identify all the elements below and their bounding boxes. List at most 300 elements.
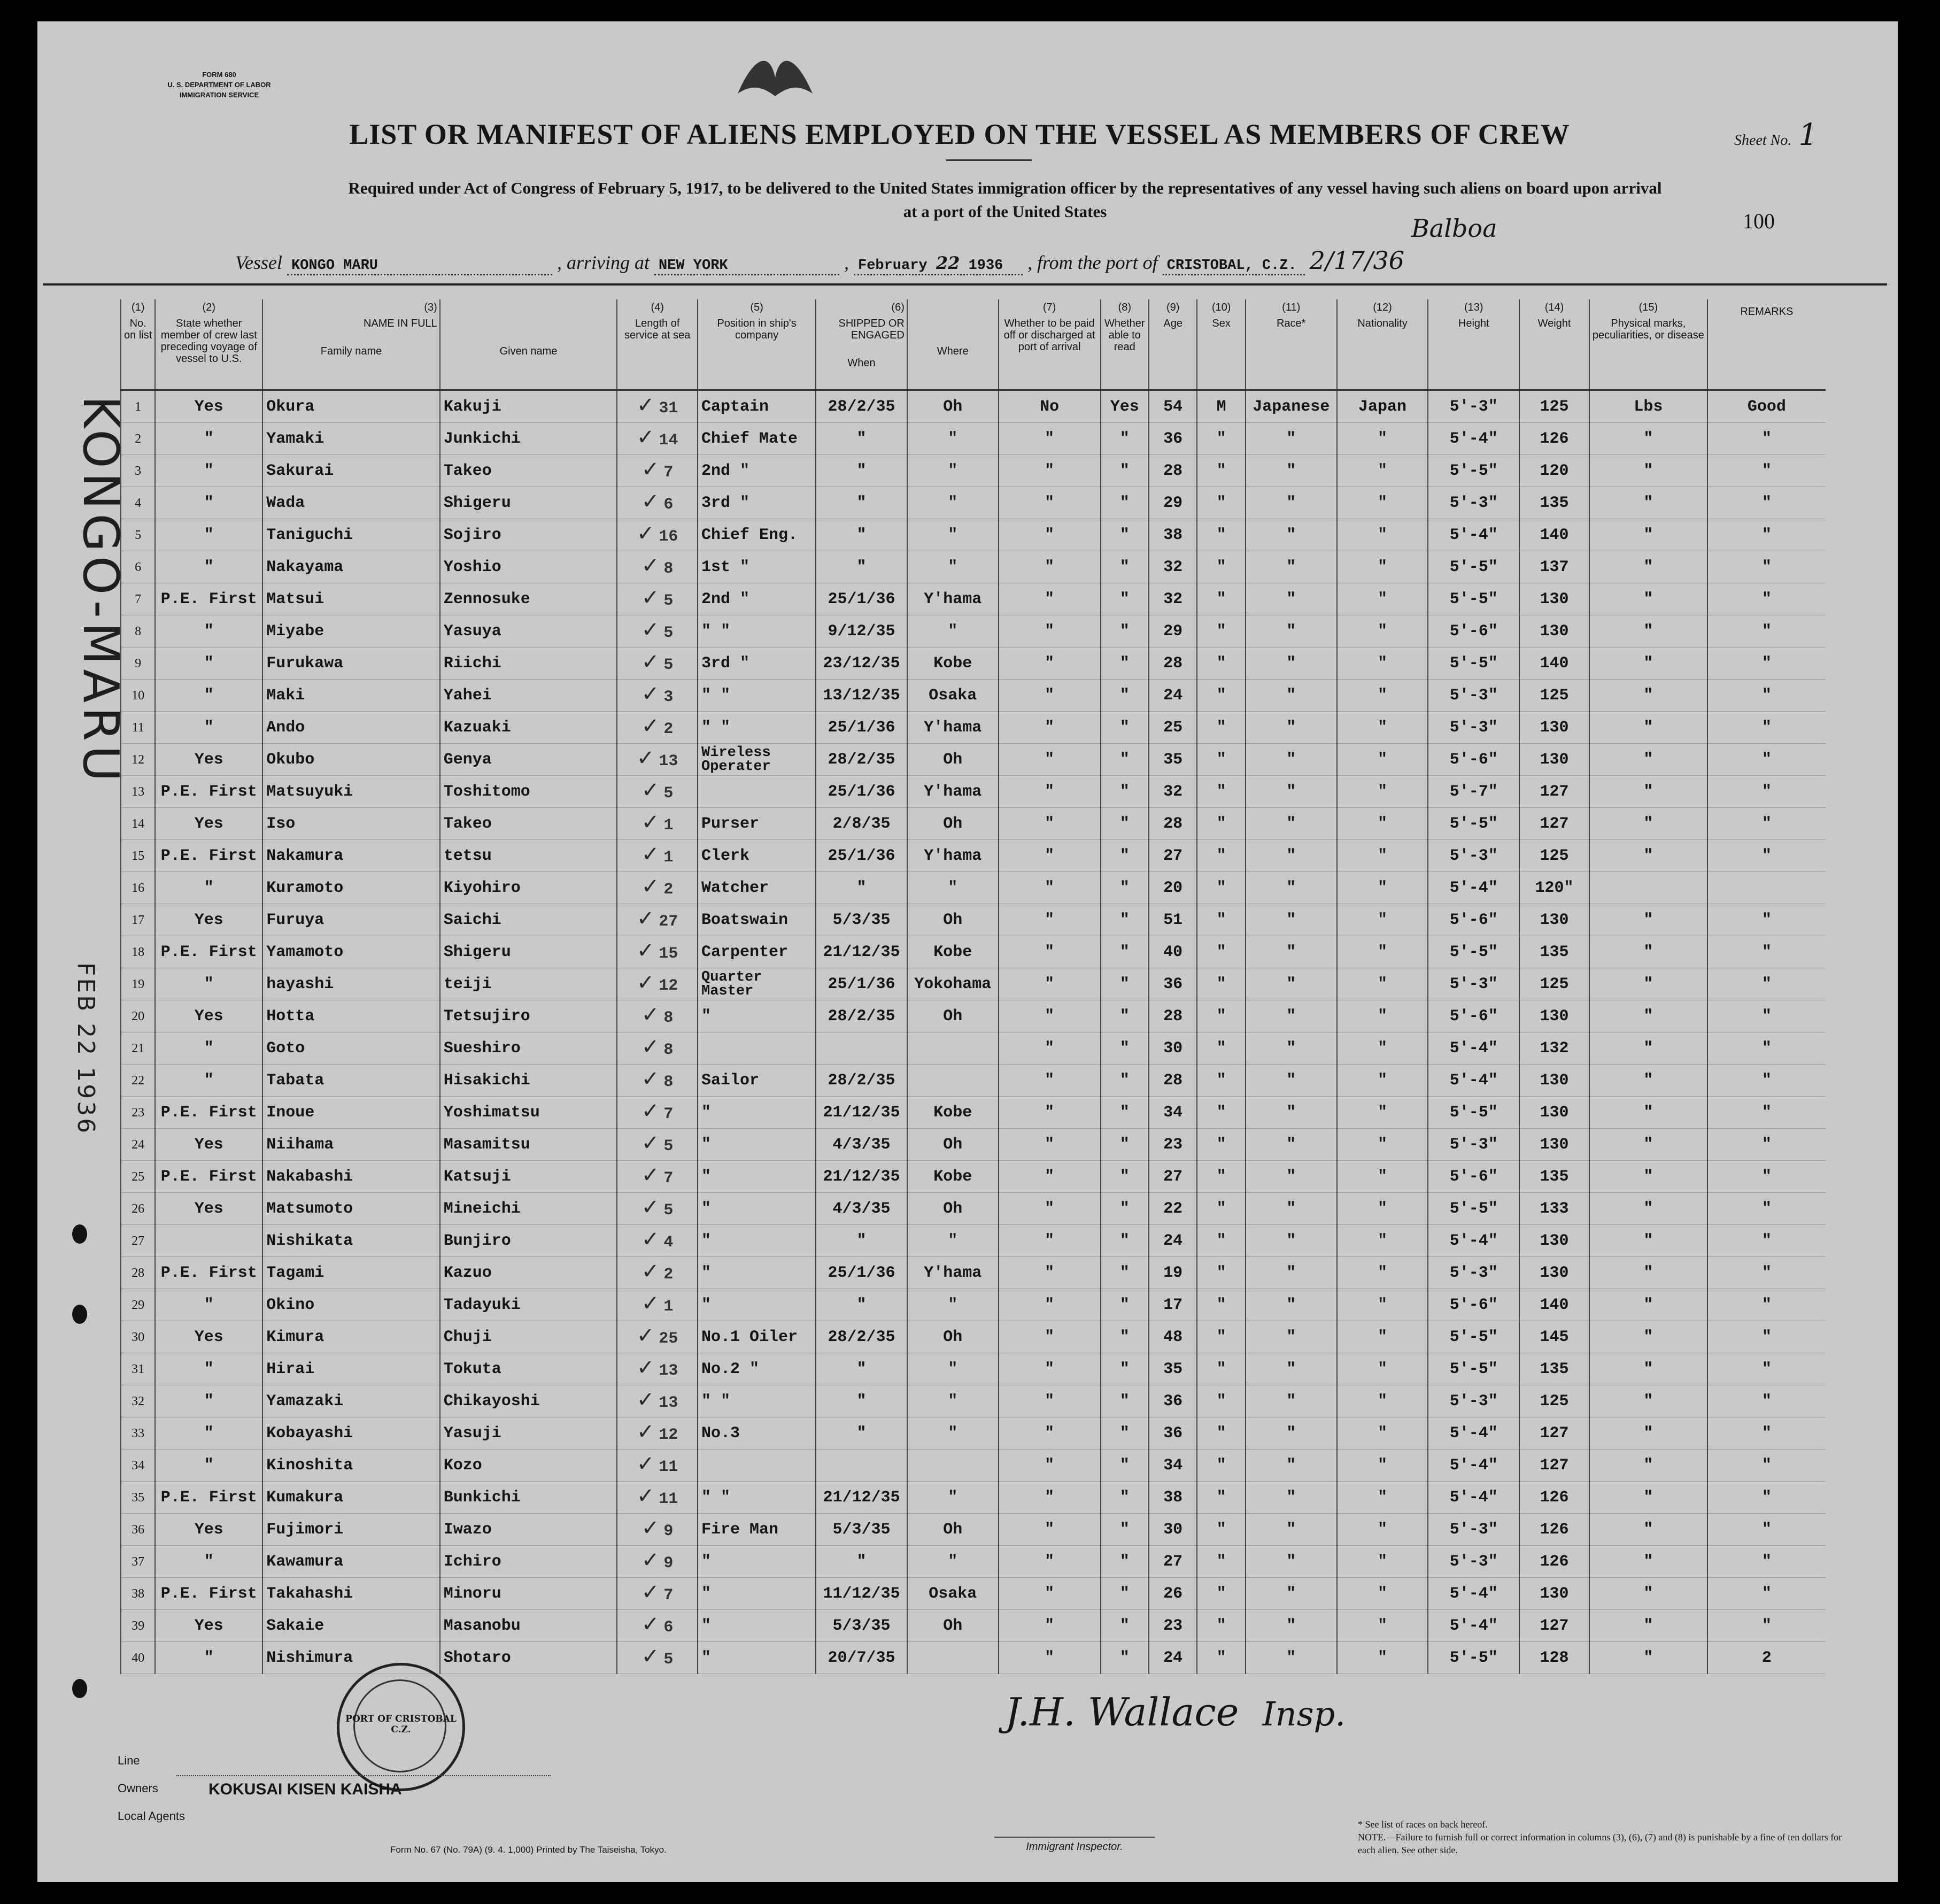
family-name-cell: Niihama [262,1129,440,1161]
able-to-read-cell: " [1101,519,1149,551]
shipped-where-cell: " [907,1546,999,1578]
family-name-cell: Taniguchi [262,519,440,551]
given-name-cell: Ichiro [440,1546,617,1578]
family-name-cell: Kinoshita [262,1450,440,1482]
weight-cell: 127 [1519,808,1589,840]
given-name-cell: Kazuo [440,1257,617,1289]
check-mark-icon: ✓ [636,970,655,995]
height-cell: 5'-4" [1428,519,1519,551]
service-length-cell [617,808,698,840]
service-length-cell [617,487,698,519]
family-name-cell: Matsumoto [262,1193,440,1225]
position-cell: No.3 [698,1417,816,1450]
given-name-cell: Kiyohiro [440,872,617,904]
weight-cell: 135 [1519,936,1589,968]
paid-off-cell: " [999,1385,1101,1417]
race-cell: " [1246,583,1337,615]
punch-hole [72,1305,87,1324]
physical-marks-cell: " [1707,936,1826,968]
nationality-cell: " [1337,1000,1428,1032]
footnote-fine: NOTE.—Failure to furnish full or correct information in columns (3), (6), (7) and (8) is punishable by a fine of ten dollars for each alien. See other side. [1358,1832,1842,1855]
weight-unit-cell: " [1589,680,1707,712]
shipped-where-cell: " [907,615,999,647]
position-cell: " [698,1193,816,1225]
age-cell: 23 [1149,1129,1197,1161]
nationality-cell: " [1337,1065,1428,1097]
weight-unit-cell: " [1589,423,1707,455]
weight-unit-cell: " [1589,1161,1707,1193]
shipped-when-cell: 28/2/35 [816,744,907,776]
shipped-where-cell [907,1032,999,1065]
check-mark-icon: ✓ [636,745,655,770]
owners-label: Owners [118,1782,158,1795]
seal-text: PORT OF CRISTOBAL C.Z. [345,1714,457,1735]
able-to-read-cell: " [1101,776,1149,808]
given-name-cell: Takeo [440,808,617,840]
service-value: 2 [663,1265,674,1284]
agents-label: Local Agents [118,1809,185,1823]
col-sex: (10) Sex [1197,299,1245,390]
family-name-cell: Furukawa [262,647,440,680]
table-row [121,1610,1826,1642]
check-mark-icon: ✓ [641,1291,660,1316]
height-cell: 5'-4" [1428,423,1519,455]
shipped-where-cell: Kobe [907,647,999,680]
prev-voyage-cell: P.E. First [155,1097,262,1129]
service-value: 1 [663,816,674,835]
able-to-read-cell: " [1101,840,1149,872]
age-cell: 19 [1149,1257,1197,1289]
service-length-cell [617,1289,698,1321]
paid-off-cell: " [999,1578,1101,1610]
position-cell [698,776,816,808]
prev-voyage-cell: Yes [155,1514,262,1546]
given-name-cell: Zennosuke [440,583,617,615]
weight-cell: 140 [1519,647,1589,680]
position-cell: " " [698,1482,816,1514]
physical-marks-cell: " [1707,1032,1826,1065]
given-name-cell: Iwazo [440,1514,617,1546]
nationality-cell: " [1337,968,1428,1000]
weight-unit-cell: " [1589,1482,1707,1514]
nationality-cell: " [1337,1578,1428,1610]
check-mark-icon: ✓ [636,1483,655,1508]
age-cell: 28 [1149,647,1197,680]
given-name-cell: Shotaro [440,1642,617,1674]
paid-off-cell: " [999,776,1101,808]
table-row [121,840,1826,872]
weight-cell: 130 [1519,1000,1589,1032]
weight-cell: 127 [1519,776,1589,808]
sex-cell: " [1197,1129,1245,1161]
given-name-cell: Saichi [440,904,617,936]
sex-cell: " [1197,551,1245,583]
row-number-cell: 15 [121,840,155,872]
table-row [121,1257,1826,1289]
shipped-when-cell: 25/1/36 [816,712,907,744]
check-mark-icon: ✓ [636,1355,655,1380]
position-cell: No.1 Oiler [698,1321,816,1353]
race-cell: " [1246,1161,1337,1193]
height-cell: 5'-4" [1428,1450,1519,1482]
able-to-read-cell: " [1101,1000,1149,1032]
able-to-read-cell: " [1101,968,1149,1000]
nationality-cell: " [1337,519,1428,551]
service-value: 16 [659,527,678,546]
given-name-cell: Yasuji [440,1417,617,1450]
family-name-cell: Takahashi [262,1578,440,1610]
weight-cell: 135 [1519,1161,1589,1193]
shipped-where-cell: " [907,1385,999,1417]
age-cell: 23 [1149,1610,1197,1642]
crew-table [120,299,1826,1674]
service-length-cell [617,1193,698,1225]
line-label: Line [118,1754,140,1767]
table-row [121,680,1826,712]
race-cell: " [1246,1514,1337,1546]
family-name-cell: hayashi [262,968,440,1000]
position-cell: Boatswain [698,904,816,936]
from-label: , from the port of [1027,252,1158,273]
print-line: Form No. 67 (No. 79A) (9. 4. 1,000) Printed by The Taiseisha, Tokyo. [390,1845,667,1855]
table-row [121,1450,1826,1482]
shipped-where-cell: Oh [907,744,999,776]
service-value: 5 [663,656,674,674]
given-name-cell: Yoshio [440,551,617,583]
shipped-where-cell: Yokohama [907,968,999,1000]
service-length-cell [617,519,698,551]
shipped-where-cell: Y'hama [907,840,999,872]
nationality-cell: " [1337,872,1428,904]
able-to-read-cell: " [1101,1225,1149,1257]
able-to-read-cell: " [1101,647,1149,680]
height-cell: 5'-3" [1428,680,1519,712]
row-number-cell: 10 [121,680,155,712]
position-cell: Purser [698,808,816,840]
weight-unit-cell: " [1589,776,1707,808]
able-to-read-cell: " [1101,712,1149,744]
nationality-cell: " [1337,1385,1428,1417]
height-cell: 5'-7" [1428,776,1519,808]
footnote-races: * See list of races on back hereof. [1358,1819,1488,1830]
family-name-cell: Hirai [262,1353,440,1385]
given-name-cell: Riichi [440,647,617,680]
weight-unit-cell: " [1589,1065,1707,1097]
shipped-where-cell: Kobe [907,1161,999,1193]
handwritten-date: 2/17/36 [1309,246,1405,275]
shipped-when-cell: 4/3/35 [816,1193,907,1225]
height-cell: 5'-4" [1428,1417,1519,1450]
weight-unit-cell: " [1589,1225,1707,1257]
shipped-where-cell: Oh [907,1000,999,1032]
physical-marks-cell: " [1707,1482,1826,1514]
height-cell: 5'-3" [1428,487,1519,519]
age-cell: 29 [1149,487,1197,519]
table-row [121,1097,1826,1129]
shipped-when-cell: " [816,487,907,519]
service-value: 1 [663,848,674,867]
sex-cell: " [1197,1578,1245,1610]
able-to-read-cell: " [1101,1610,1149,1642]
table-row [121,1417,1826,1450]
weight-cell: 145 [1519,1321,1589,1353]
row-number-cell: 13 [121,776,155,808]
height-cell: 5'-5" [1428,647,1519,680]
age-cell: 24 [1149,1642,1197,1674]
subtitle-line-2: at a port of the United States [903,202,1107,221]
table-row [121,647,1826,680]
table-row [121,1321,1826,1353]
sheet-number [1734,118,1818,152]
row-number-cell: 39 [121,1610,155,1642]
col-remarks: REMARKS [1707,299,1826,390]
shipped-when-cell: " [816,1385,907,1417]
subtitle-line-1: Required under Act of Congress of February 5, 1917, to be delivered to the United States immigration officer by the representatives of any vessel having such aliens on board upon arrival [348,179,1662,197]
sex-cell: " [1197,1353,1245,1385]
position-cell: " [698,1546,816,1578]
shipped-when-cell: 5/3/35 [816,904,907,936]
service-length-cell [617,776,698,808]
height-cell: 5'-3" [1428,712,1519,744]
check-mark-icon: ✓ [641,1130,660,1155]
given-name-cell: Tokuta [440,1353,617,1385]
shipped-when-cell: 28/2/35 [816,1000,907,1032]
owners-value: KOKUSAI KISEN KAISHA [208,1780,402,1798]
weight-cell: 130 [1519,744,1589,776]
row-number-cell: 31 [121,1353,155,1385]
check-mark-icon: ✓ [636,1387,655,1412]
paid-off-cell: " [999,1642,1101,1674]
check-mark-icon: ✓ [641,1644,660,1669]
col-nationality: (12) Nationality [1337,299,1428,390]
table-row [121,1065,1826,1097]
physical-marks-cell: " [1707,583,1826,615]
side-stamp-date: FEB 22 1936 [72,962,99,1136]
age-cell: 35 [1149,1353,1197,1385]
race-cell: " [1246,680,1337,712]
check-mark-icon: ✓ [641,1162,660,1188]
punch-hole [72,1224,87,1244]
weight-cell: 130 [1519,1065,1589,1097]
service-length-cell [617,1514,698,1546]
age-cell: 24 [1149,1225,1197,1257]
prev-voyage-cell: P.E. First [155,1161,262,1193]
physical-marks-cell: " [1707,904,1826,936]
position-cell: " [698,1289,816,1321]
weight-unit-cell: " [1589,808,1707,840]
sex-cell: " [1197,904,1245,936]
age-cell: 40 [1149,936,1197,968]
service-value: 15 [659,944,678,963]
physical-marks-cell: " [1707,647,1826,680]
family-name-cell: Tabata [262,1065,440,1097]
physical-marks-cell: " [1707,840,1826,872]
weight-unit-cell: " [1589,744,1707,776]
able-to-read-cell: " [1101,1032,1149,1065]
sex-cell: " [1197,744,1245,776]
race-cell: " [1246,1065,1337,1097]
physical-marks-cell: " [1707,1353,1826,1385]
arrival-date [854,253,1023,275]
paid-off-cell: " [999,423,1101,455]
row-number-cell: 34 [121,1450,155,1482]
check-mark-icon: ✓ [641,489,660,514]
sex-cell: " [1197,1193,1245,1225]
table-row [121,583,1826,615]
position-cell: " [698,1097,816,1129]
position-cell: " " [698,712,816,744]
sex-cell: " [1197,647,1245,680]
paid-off-cell: " [999,1161,1101,1193]
age-cell: 30 [1149,1514,1197,1546]
prev-voyage-cell: P.E. First [155,1257,262,1289]
shipped-where-cell: Oh [907,1610,999,1642]
height-cell: 5'-5" [1428,808,1519,840]
height-cell: 5'-5" [1428,455,1519,487]
prev-voyage-cell: " [155,1065,262,1097]
service-length-cell [617,1610,698,1642]
sex-cell: " [1197,712,1245,744]
service-value: 5 [663,591,674,610]
shipped-when-cell: " [816,551,907,583]
family-name-cell: Fujimori [262,1514,440,1546]
position-cell: " " [698,615,816,647]
age-cell: 36 [1149,1417,1197,1450]
service-value: 12 [659,1425,678,1444]
row-number-cell: 27 [121,1225,155,1257]
col-no: (1) No. on list [121,299,155,390]
sex-cell: " [1197,840,1245,872]
weight-cell: 126 [1519,1482,1589,1514]
nationality-cell: " [1337,712,1428,744]
service-length-cell [617,968,698,1000]
shipped-when-cell: 2/8/35 [816,808,907,840]
arrival-port: NEW YORK [654,258,839,275]
check-mark-icon: ✓ [636,392,655,418]
given-name-cell: Tadayuki [440,1289,617,1321]
check-mark-icon: ✓ [641,1612,660,1637]
physical-marks-cell: " [1707,1193,1826,1225]
height-cell: 5'-6" [1428,1289,1519,1321]
able-to-read-cell: " [1101,1417,1149,1450]
check-mark-icon: ✓ [641,1227,660,1252]
row-number-cell: 23 [121,1097,155,1129]
service-length-cell [617,647,698,680]
physical-marks-cell: " [1707,423,1826,455]
weight-unit-cell: " [1589,647,1707,680]
physical-marks-cell: " [1707,455,1826,487]
paid-off-cell: " [999,615,1101,647]
service-length-cell [617,1353,698,1385]
sex-cell: " [1197,583,1245,615]
position-cell: 1st " [698,551,816,583]
service-length-cell [617,744,698,776]
table-row [121,615,1826,647]
family-name-cell: Inoue [262,1097,440,1129]
sex-cell: " [1197,423,1245,455]
physical-marks-cell: " [1707,519,1826,551]
shipped-where-cell: Osaka [907,1578,999,1610]
physical-marks-cell: " [1707,1289,1826,1321]
given-name-cell: Chikayoshi [440,1385,617,1417]
paid-off-cell: " [999,1482,1101,1514]
age-cell: 28 [1149,808,1197,840]
shipped-where-cell: Osaka [907,680,999,712]
height-cell: 5'-6" [1428,1161,1519,1193]
paid-off-cell: " [999,1353,1101,1385]
family-name-cell: Goto [262,1032,440,1065]
weight-cell: 127 [1519,1450,1589,1482]
age-cell: 17 [1149,1289,1197,1321]
paid-off-cell: " [999,808,1101,840]
prev-voyage-cell: " [155,1385,262,1417]
nationality-cell: " [1337,1417,1428,1450]
check-mark-icon: ✓ [641,649,660,674]
service: IMMIGRATION SERVICE [179,91,259,99]
given-name-cell: tetsu [440,840,617,872]
paid-off-cell: " [999,1225,1101,1257]
nationality-cell: " [1337,423,1428,455]
table-row [121,776,1826,808]
shipped-when-cell: 25/1/36 [816,840,907,872]
sex-cell: " [1197,680,1245,712]
prev-voyage-cell: " [155,647,262,680]
family-name-cell: Matsui [262,583,440,615]
height-cell: 5'-3" [1428,1129,1519,1161]
given-name-cell: Tetsujiro [440,1000,617,1032]
given-name-cell: Sueshiro [440,1032,617,1065]
table-row [121,1514,1826,1546]
able-to-read-cell: " [1101,1546,1149,1578]
position-cell: 2nd " [698,583,816,615]
sex-cell: " [1197,872,1245,904]
prev-voyage-cell: " [155,968,262,1000]
nationality-cell: " [1337,1193,1428,1225]
prev-voyage-cell: " [155,1546,262,1578]
prev-voyage-cell [155,1225,262,1257]
physical-marks-cell: " [1707,680,1826,712]
weight-unit-cell [1589,872,1707,904]
nationality-cell: " [1337,1642,1428,1674]
service-length-cell [617,872,698,904]
able-to-read-cell: " [1101,1257,1149,1289]
able-to-read-cell: " [1101,904,1149,936]
physical-marks-cell: " [1707,1514,1826,1546]
row-number-cell: 24 [121,1129,155,1161]
check-mark-icon: ✓ [641,1098,660,1123]
service-length-cell [617,904,698,936]
shipped-when-cell: 25/1/36 [816,776,907,808]
weight-cell: 127 [1519,1610,1589,1642]
race-cell: " [1246,1642,1337,1674]
header-rule [43,283,1887,286]
service-value: 5 [663,784,674,803]
signature-name: J.H. Wallace [1005,1690,1239,1735]
age-cell: 28 [1149,455,1197,487]
shipped-when-cell: " [816,423,907,455]
table-row [121,872,1826,904]
nationality-cell: " [1337,1546,1428,1578]
row-number-cell: 21 [121,1032,155,1065]
shipped-where-cell: " [907,1353,999,1385]
family-name-cell: Wada [262,487,440,519]
able-to-read-cell: " [1101,1514,1149,1546]
shipped-when-cell: 11/12/35 [816,1578,907,1610]
weight-unit-cell: " [1589,1610,1707,1642]
sex-cell: " [1197,1514,1245,1546]
shipped-where-cell: Y'hama [907,583,999,615]
physical-marks-cell: " [1707,1450,1826,1482]
